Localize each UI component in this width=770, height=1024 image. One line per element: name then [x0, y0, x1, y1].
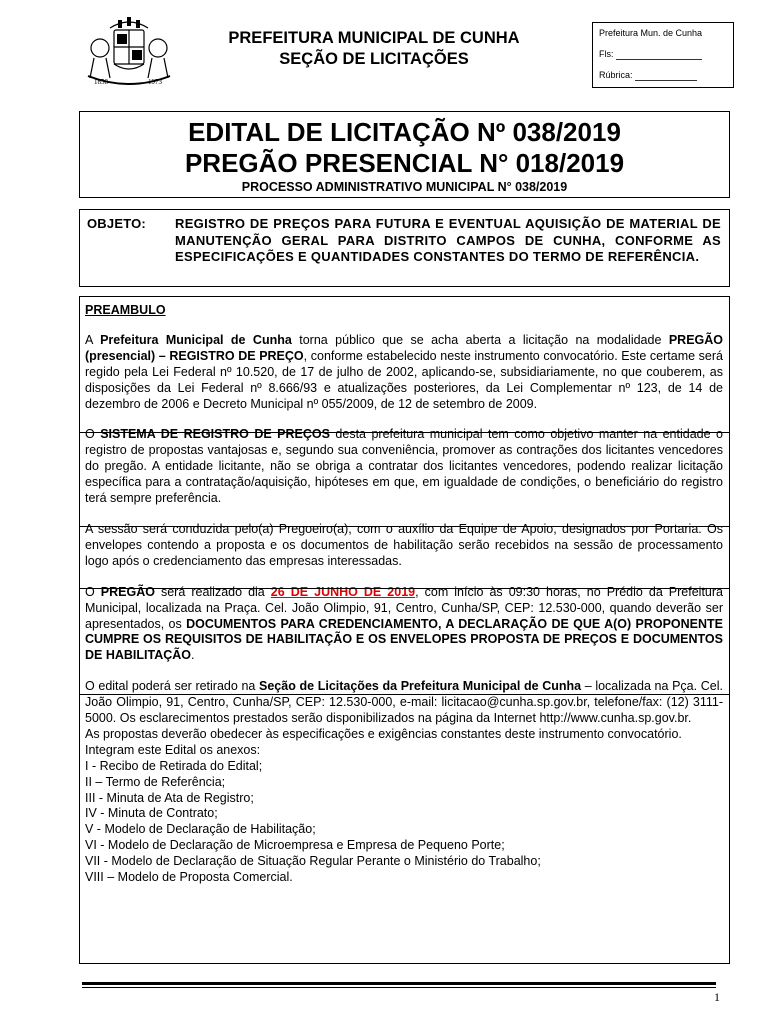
footer-rule-thick: [82, 982, 716, 985]
anexo-item: VII - Modelo de Declaração de Situação Regular Perante o Ministério do Trabalho;: [85, 854, 541, 869]
stamp-rubrica-line: Rúbrica:: [599, 69, 733, 90]
objeto-label: OBJETO:: [87, 216, 146, 231]
anexo-item: I - Recibo de Retirada do Edital;: [85, 758, 263, 773]
stamp-title: Prefeitura Mun. de Cunha: [599, 28, 703, 38]
preambulo-paragraph-5: O edital poderá ser retirado na Seção de Licitações da Prefeitura Municipal de Cunha – localizada na Pça. Cel. João Olimpio, 91, Centro, Cunha/SP, CEP: 12.530-000, e-mail: licitacao@cunha.sp.gov.br, telefone/fax: (12) 3111-5000. Os esclarecimentos prestados serão disponibilizados na página da Internet http://www.cunha.sp.gov.br.: [85, 679, 723, 726]
objeto-box: [79, 209, 730, 287]
preambulo-paragraph-1: A Prefeitura Municipal de Cunha torna público que se acha aberta a licitação na modalidade PREGÃO (presencial) – REGISTRO DE PREÇO, conforme estabelecido neste instrumento convocatório. Este certame será regido pela Lei Federal nº 10.520, de 17 de julho de 2002, aplicando-se, subsidiariamente, no que couberem, as disposições da Lei Federal nº 8.666/93 e atualizações posteriores, da Lei Complementar nº 123, de 14 de dezembro de 2006 e Decreto Municipal nº 055/2009, de 12 de setembro de 2009.: [85, 332, 724, 411]
paragraph-divider: [80, 588, 729, 589]
protocol-stamp-box: [592, 22, 734, 88]
preambulo-box: [79, 296, 730, 964]
anexo-item: V - Modelo de Declaração de Habilitação;: [85, 822, 316, 837]
stamp-fls-line: Fls:: [599, 48, 733, 69]
preambulo-paragraph-6: As propostas deverão obedecer às especificações e exigências constantes deste instrumento convocatório.: [85, 726, 682, 741]
footer-rule-thin: [82, 987, 716, 988]
preambulo-paragraph-4: O PREGÃO será realizado dia 26 DE JUNHO DE 2019, com início às 09:30 horas, no Prédio da Prefeitura Municipal, localizada na Praça. Cel. João Olimpio, 91, Centro, Cunha/SP, CEP: 12.530-000, quando deverão ser apresentados, os DOCUMENTOS PARA CREDENCIAMENTO, A DECLARAÇÃO DE QUE A(O) PROPONENTE CUMPRE OS REQUISITOS DE HABILITAÇÃO E OS ENVELOPES PROPOSTA DE PREÇOS E DOCUMENTOS DE HABILITAÇÃO.: [85, 584, 723, 663]
anexo-item: VIII – Modelo de Proposta Comercial.: [85, 870, 293, 885]
municipal-crest-logo: [80, 12, 178, 90]
preambulo-paragraph-2: O SISTEMA DE REGISTRO DE PREÇOS desta prefeitura municipal tem como objetivo manter na entidade o registro de propostas vantajosas e, segundo sua conveniência, promover as contrações dos licitantes vencedores do pregão. A entidade licitante, não se obriga a contratar dos licitantes vencedores, podendo realizar licitação específica para a contratação/aquisição, hipóteses em que, em igualdade de condições, o beneficiário do registro terá sempre preferência.: [85, 427, 723, 506]
header-line-1: PREFEITURA MUNICIPAL DE CUNHA: [228, 29, 520, 47]
preambulo-paragraph-3: A sessão será conduzida pelo(a) Pregoeiro(a), com o auxílio da Equipe de Apoio, designados por Portaria. Os envelopes contendo a proposta e os documentos de habilitação serão recebidos na sessão de processamento logo após o credenciamento das empresas interessadas.: [85, 521, 723, 568]
page-number: 1: [714, 990, 720, 1004]
anexos-list: [85, 759, 723, 886]
document-header: [190, 28, 558, 70]
crest-year-right: 1973: [148, 78, 162, 86]
paragraph-divider: [80, 694, 729, 695]
preambulo-content: [85, 297, 723, 886]
edital-title-box: [79, 111, 730, 198]
anexos-intro: Integram este Edital os anexos:: [85, 742, 261, 757]
session-date: 26 DE JUNHO DE 2019: [270, 584, 416, 599]
edital-title: EDITAL DE LICITAÇÃO Nº 038/2019: [188, 117, 621, 147]
objeto-text: REGISTRO DE PREÇOS PARA FUTURA E EVENTUAL AQUISIÇÃO DE MATERIAL DE MANUTENÇÃO GERAL PARA DISTRITO CAMPOS DE CUNHA, CONFORME AS ESPECIFICAÇÕES E QUANTIDADES CONSTANTES DO TERMO DE REFERÊNCIA.: [175, 216, 721, 264]
pregao-title: PREGÃO PRESENCIAL N° 018/2019: [184, 148, 625, 178]
header-line-2: SEÇÃO DE LICITAÇÕES: [279, 50, 469, 68]
crest-year-left: 1858: [94, 78, 108, 86]
preambulo-heading: PREAMBULO: [85, 303, 166, 317]
anexo-item: VI - Modelo de Declaração de Microempresa e Empresa de Pequeno Porte;: [85, 838, 505, 853]
anexo-item: III - Minuta de Ata de Registro;: [85, 790, 254, 805]
anexo-item: IV - Minuta de Contrato;: [85, 806, 218, 821]
paragraph-divider: [80, 526, 729, 527]
processo-title: PROCESSO ADMINISTRATIVO MUNICIPAL N° 038/2019: [241, 180, 568, 194]
paragraph-divider: [80, 432, 729, 433]
anexo-item: II – Termo de Referência;: [85, 774, 226, 789]
